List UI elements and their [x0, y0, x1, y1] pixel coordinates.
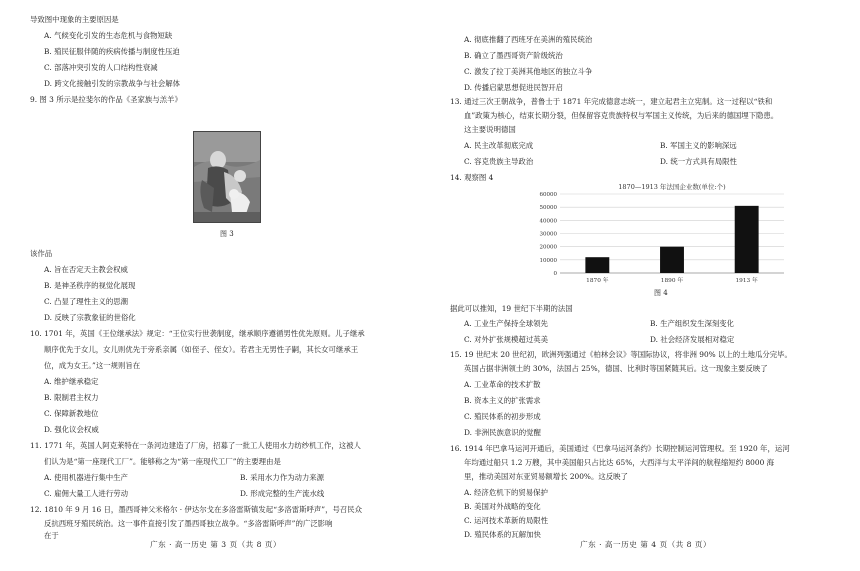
q16-stem-line3: 里，推动美国对东亚贸易额增长 200%。这反映了	[464, 472, 628, 481]
q14-option-a: A. 工业生产保持全球领先	[464, 319, 548, 328]
q11-stem-line1: 11. 1771 年，英国人阿克莱特在一条河边建造了厂房，招募了一批工人使用水力纺纱机工作，这被人	[30, 441, 361, 450]
figure-4-caption: 图 4	[654, 289, 668, 297]
q16-option-d: D. 殖民体系的瓦解加快	[464, 530, 541, 539]
chart-x-tick-label: 1913 年	[735, 278, 758, 284]
q16-option-c: C. 运河技术革新的局限性	[464, 516, 548, 525]
q16-stem-line1: 16. 1914 年巴拿马运河开通后，美国通过《巴拿马运河条约》长期控制运河管理权。至 1920 年，运河	[450, 444, 790, 453]
q8-stem-tail: 导致图中现象的主要原因是	[30, 15, 119, 24]
q12-stem-line1: 12. 1810 年 9 月 16 日，墨西哥神父米格尔 · 伊达尔戈在多洛雷斯镇发起“多洛雷斯呼声”，号召民众	[30, 505, 363, 514]
q10-stem-line3: 位，成为女王。”这一规则旨在	[44, 361, 141, 370]
left-page	[30, 0, 430, 571]
q12-stem-line3: 在于	[44, 531, 59, 540]
q9-question: 该作品	[30, 249, 53, 258]
chart-bar	[735, 206, 759, 273]
q15-stem-line2: 英国占据非洲领土的 30%，法国占 25%，德国、比利时等国紧随其后。这一现象主要反映了	[464, 364, 768, 373]
q10-option-a: A. 维护继承稳定	[44, 377, 99, 386]
chart-y-tick-label: 10000	[539, 257, 557, 264]
q14-question: 据此可以推知，19 世纪下半期的法国	[450, 304, 573, 313]
chart-y-tick-label: 30000	[539, 231, 557, 238]
q13-stem-line3: 这主要说明德国	[464, 125, 516, 134]
chart-y-tick-label: 40000	[539, 218, 557, 225]
q12-option-b: B. 确立了墨西哥资产阶级统治	[464, 51, 563, 60]
q8-option-c: C. 部落冲突引发的人口结构性衰减	[44, 63, 158, 72]
chart-x-tick-label: 1890 年	[660, 278, 684, 284]
chart-bars	[585, 206, 758, 273]
figure-3-caption: 图 3	[220, 230, 234, 238]
q13-option-c: C. 容克贵族主导政治	[464, 157, 534, 166]
q16-stem-line2: 年均通过船只 1.2 万艘，其中美国船只占比达 65%，大西洋与太平洋间的航程缩短约 8000 海	[464, 458, 775, 467]
q14-stem: 14. 观察图 4	[450, 173, 494, 182]
q11-option-a: A. 使用机器进行集中生产	[44, 473, 128, 482]
q12-stem-line2: 反抗西班牙殖民统治。这一事件直接引发了墨西哥独立战争。“多洛雷斯呼声”的广泛影响	[44, 519, 333, 528]
chart-bar	[585, 257, 609, 273]
chart-y-tick-label: 60000	[539, 192, 557, 198]
q13-stem-line1: 13. 通过三次王朝战争，普鲁士于 1871 年完成德意志统一，建立起君主立宪制。这一过程以“铁和	[450, 97, 773, 106]
right-page-footer: 广东 · 高一历史 第 4 页（共 8 页）	[580, 540, 712, 549]
chart-y-tick-label: 50000	[539, 205, 557, 212]
q10-option-c: C. 保障新教地位	[44, 409, 99, 418]
q16-option-b: B. 美国对外战略的变化	[464, 502, 541, 511]
chart-x-tick-label: 1870 年	[586, 278, 609, 284]
q9-option-c: C. 凸显了理性主义的思潮	[44, 297, 128, 306]
q12-option-d: D. 传播启蒙思想促进民智开启	[464, 83, 564, 92]
q11-option-b: B. 采用水力作为动力来源	[240, 473, 325, 482]
q13-option-a: A. 民主改革彻底完成	[464, 141, 534, 150]
q8-option-b: B. 殖民征服伴随的疾病传播与制度性压迫	[44, 47, 180, 56]
q10-option-b: B. 限制君主权力	[44, 393, 99, 402]
q15-option-a: A. 工业革命的技术扩散	[464, 380, 541, 389]
q8-option-a: A. 气候变化引发的生态危机与食物短缺	[44, 31, 173, 40]
q8-option-d: D. 跨文化接触引发的宗教战争与社会解体	[44, 79, 181, 88]
q14-option-c: C. 对外扩张规模超过英美	[464, 335, 548, 344]
q15-option-c: C. 殖民体系的初步形成	[464, 412, 541, 421]
q9-option-d: D. 反映了宗教象征的世俗化	[44, 313, 136, 322]
left-page-footer: 广东 · 高一历史 第 3 页（共 8 页）	[150, 540, 282, 549]
chart-title: 1870—1913 年法国企业数(单位:个)	[618, 183, 726, 191]
chart-y-tick-label: 0	[553, 271, 557, 277]
q9-option-b: B. 是神圣秩序的视觉化展现	[44, 281, 136, 290]
q9-option-a: A. 旨在否定天主教会权威	[44, 265, 128, 274]
q13-option-d: D. 统一方式具有局限性	[660, 157, 737, 166]
chart-y-tick-labels	[540, 192, 558, 277]
q11-stem-line2: 们认为是“第一座现代工厂”。能够称之为“第一座现代工厂”的主要理由是	[44, 457, 281, 466]
chart-y-tick-label: 20000	[539, 244, 557, 251]
q13-option-b: B. 军国主义的影响深远	[660, 141, 737, 150]
painting-image	[194, 132, 260, 222]
q15-stem-line1: 15. 19 世纪末 20 世纪初，欧洲列强通过《柏林会议》等国际协议，将非洲 90% 以上的土地瓜分完毕。	[450, 350, 792, 359]
q12-option-a: A. 彻底推翻了西班牙在美洲的殖民统治	[464, 35, 593, 44]
q10-option-d: D. 强化议会权威	[44, 425, 99, 434]
q15-option-b: B. 资本主义的扩张需求	[464, 396, 541, 405]
q13-stem-line2: 血”政策为核心，结束长期分裂，但保留容克贵族特权与军国主义传统，为后来的德国埋下隐患。	[464, 111, 779, 120]
q14-option-b: B. 生产组织发生深刻变化	[650, 319, 735, 328]
q12-option-c: C. 激发了拉丁美洲其他地区的独立斗争	[464, 67, 593, 76]
q10-stem-line2: 顺序优先于女儿，女儿则优先于旁系亲属（如侄子、侄女）。若君主无男性子嗣，其长女可继承王	[44, 345, 359, 354]
right-page	[450, 0, 850, 571]
q16-option-a: A. 经济危机下的贸易保护	[464, 488, 548, 497]
q11-option-d: D. 形成完整的生产流水线	[240, 489, 325, 498]
chart-x-tick-labels	[586, 276, 758, 284]
figure-3-painting	[193, 131, 261, 223]
q15-option-d: D. 非洲民族意识的觉醒	[464, 428, 541, 437]
figure-4-bar-chart	[522, 180, 792, 290]
q9-stem: 9. 图 3 所示是拉斐尔的作品《圣家族与羔羊》	[30, 95, 182, 104]
chart-bar	[660, 247, 684, 273]
q11-option-c: C. 雇佣大量工人进行劳动	[44, 489, 128, 498]
q14-option-d: D. 社会经济发展相对稳定	[650, 335, 735, 344]
q10-stem-line1: 10. 1701 年，英国《王位继承法》规定：“王位实行世袭制度，继承顺序遵循男性优先原则。儿子继承	[30, 329, 365, 338]
